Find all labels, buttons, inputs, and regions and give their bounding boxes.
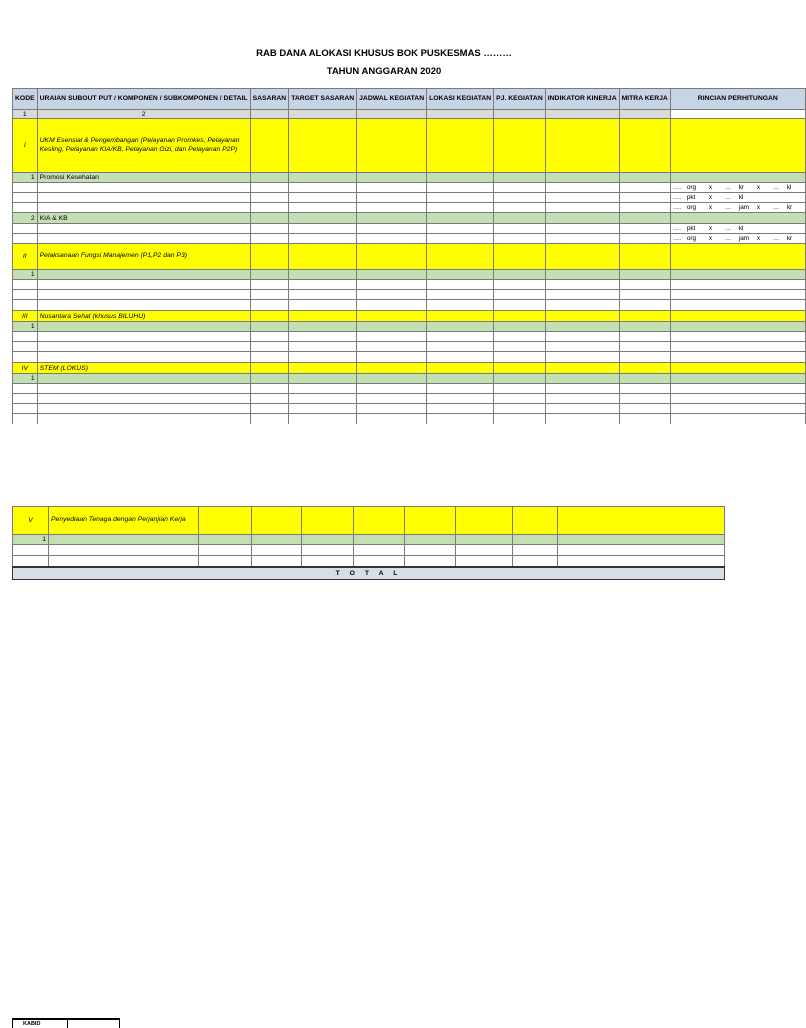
- header-target: TARGET SASARAN: [289, 89, 357, 110]
- rincian-cell: …. org x … jam x … kr: [670, 203, 805, 213]
- subsection-row: [13, 173, 806, 183]
- section-row: [13, 363, 806, 374]
- rab-table: [12, 88, 806, 424]
- header-mitra: MITRA KERJA: [619, 89, 670, 110]
- subsection-code: 1: [13, 535, 49, 545]
- section-code: I: [13, 119, 38, 173]
- subsection-code: 2: [13, 213, 38, 224]
- section-code: II: [13, 244, 38, 270]
- header-lokasi: LOKASI KEGIATAN: [427, 89, 494, 110]
- signature-label: KABID: [23, 1021, 41, 1027]
- section-code: V: [13, 507, 49, 535]
- section-label: Nusantara Sehat (khusus BILUHU): [37, 311, 250, 322]
- section-label: STEM (LOKUS): [37, 363, 250, 374]
- section-label: Penyediaan Tenaga dengan Perjanjian Kerja: [49, 507, 199, 535]
- header-jadwal: JADWAL KEGIATAN: [357, 89, 427, 110]
- section-row: [13, 244, 806, 270]
- header-uraian: URAIAN SUBOUT PUT / KOMPONEN / SUBKOMPONEN / DETAIL: [37, 89, 250, 110]
- subsection-row: [13, 322, 806, 332]
- total-label: T O T A L: [13, 567, 725, 580]
- detail-row: [13, 224, 806, 234]
- detail-row: [13, 234, 806, 244]
- document-title: RAB DANA ALOKASI KHUSUS BOK PUSKESMAS ………: [256, 48, 512, 59]
- header-sasaran: SASARAN: [250, 89, 289, 110]
- section-row: [13, 507, 725, 535]
- column-number-row: [13, 110, 806, 119]
- subsection-code: 1: [13, 322, 38, 332]
- section-row: [13, 119, 806, 173]
- subsection-label: KIA & KB: [37, 213, 250, 224]
- header-row: [13, 89, 806, 110]
- subsection-label: Promosi Kesehatan: [37, 173, 250, 183]
- rab-table-continued: [12, 506, 725, 580]
- subsection-row: [13, 374, 806, 384]
- section-label: Pelaksanaan Fungsi Manajemen (P1,P2 dan P3): [37, 244, 250, 270]
- subsection-code: 1: [13, 374, 38, 384]
- colnum-2: 2: [37, 110, 250, 119]
- subsection-row: [13, 270, 806, 280]
- signature-table: [12, 1018, 120, 1028]
- section-label: UKM Esensial & Pengembangan (Pelayanan Promkes, Pelayanan Kesling, Pelayanan KIA/KB, Pelayanan Gizi, dan Pelayanan P2P): [37, 119, 250, 173]
- document-subtitle: TAHUN ANGGARAN 2020: [326, 66, 442, 77]
- subsection-code: 1: [13, 270, 38, 280]
- section-row: [13, 311, 806, 322]
- header-indikator: INDIKATOR KINERJA: [545, 89, 619, 110]
- detail-row: [13, 193, 806, 203]
- total-row: [13, 567, 725, 580]
- section-code: IV: [13, 363, 38, 374]
- colnum-1: 1: [13, 110, 38, 119]
- subsection-row: [13, 213, 806, 224]
- rincian-cell: …. org x … kr x … kl: [670, 183, 805, 193]
- rincian-cell: …. pkt x … kl: [670, 224, 805, 234]
- section-code: III: [13, 311, 38, 322]
- subsection-row: [13, 535, 725, 545]
- detail-row: [13, 203, 806, 213]
- subsection-code: 1: [13, 173, 38, 183]
- detail-row: [13, 183, 806, 193]
- rincian-cell: …. pkt x … kl: [670, 193, 805, 203]
- header-kode: KODE: [13, 89, 38, 110]
- header-rincian: RINCIAN PERHITUNGAN: [670, 89, 805, 110]
- rincian-cell: …. org x … jam x … kr: [670, 234, 805, 244]
- header-pj: PJ. KEGIATAN: [494, 89, 546, 110]
